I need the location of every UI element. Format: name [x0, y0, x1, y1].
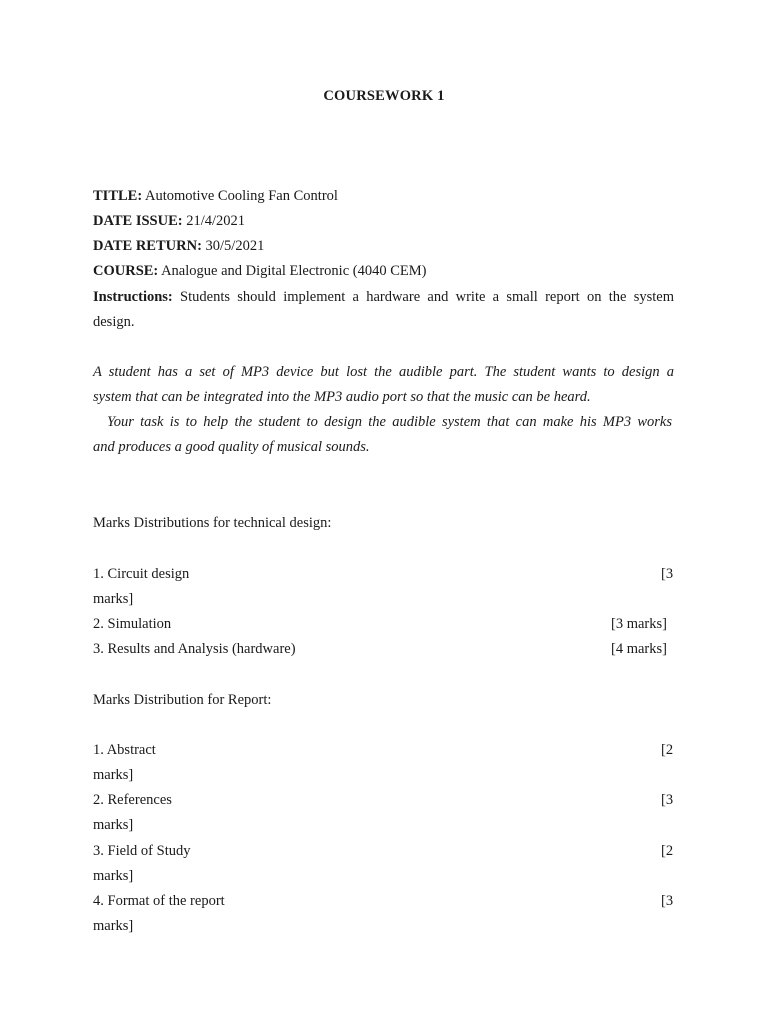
course-field — [93, 262, 426, 280]
report-item-3-marks-cont: marks] — [93, 868, 134, 884]
report-item-2-marks-cont: marks] — [93, 817, 134, 833]
report-item-2-label: 2. References — [93, 792, 172, 808]
technical-item-2-label: 2. Simulation — [93, 616, 172, 632]
technical-item-1-marks: [3 — [661, 566, 674, 582]
instructions-text: Students should implement a hardware and write a small report on the system — [172, 289, 674, 305]
technical-item-3-label: 3. Results and Analysis (hardware) — [93, 641, 296, 657]
scenario-line-1: A student has a set of MP3 device but lost the audible part. The student wants to design a — [93, 364, 674, 380]
technical-heading: Marks Distributions for technical design: — [93, 515, 332, 531]
report-item-1-label: 1. Abstract — [93, 742, 156, 758]
scenario-line-4: and produces a good quality of musical sounds. — [93, 439, 370, 455]
title-field — [93, 187, 338, 205]
technical-item-3-marks: [4 marks] — [611, 641, 667, 657]
report-heading: Marks Distribution for Report: — [93, 692, 272, 708]
report-item-4-label: 4. Format of the report — [93, 893, 225, 909]
date-issue-field — [93, 212, 245, 230]
technical-item-1-label: 1. Circuit design — [93, 566, 190, 582]
technical-item-1-marks-cont: marks] — [93, 591, 134, 607]
date-return-value: 30/5/2021 — [201, 238, 265, 254]
page-title: COURSEWORK 1 — [323, 88, 445, 104]
technical-item-2-marks: [3 marks] — [611, 616, 667, 632]
report-item-4-marks: [3 — [661, 893, 674, 909]
date-issue-label: DATE ISSUE: — [93, 213, 183, 229]
date-issue-value: 21/4/2021 — [182, 213, 246, 229]
report-item-3-label: 3. Field of Study — [93, 843, 191, 859]
report-item-4-marks-cont: marks] — [93, 918, 134, 934]
report-item-1-marks-cont: marks] — [93, 767, 134, 783]
date-return-field — [93, 237, 264, 255]
report-item-1-marks: [2 — [661, 742, 674, 758]
instructions-label: Instructions: — [93, 289, 173, 305]
scenario-line-2: system that can be integrated into the MP3 audio port so that the music can be heard. — [93, 389, 591, 405]
title-value: Automotive Cooling Fan Control — [142, 188, 338, 204]
report-item-2-marks: [3 — [661, 792, 674, 808]
instructions-line-1 — [93, 288, 674, 306]
course-label: COURSE: — [93, 263, 159, 279]
instructions-line-2: design. — [93, 314, 135, 330]
scenario-line-3: Your task is to help the student to design the audible system that can make his MP3 works — [107, 414, 672, 430]
date-return-label: DATE RETURN: — [93, 238, 202, 254]
report-item-3-marks: [2 — [661, 843, 674, 859]
title-label: TITLE: — [93, 188, 143, 204]
course-value: Analogue and Digital Electronic (4040 CEM) — [158, 263, 427, 279]
